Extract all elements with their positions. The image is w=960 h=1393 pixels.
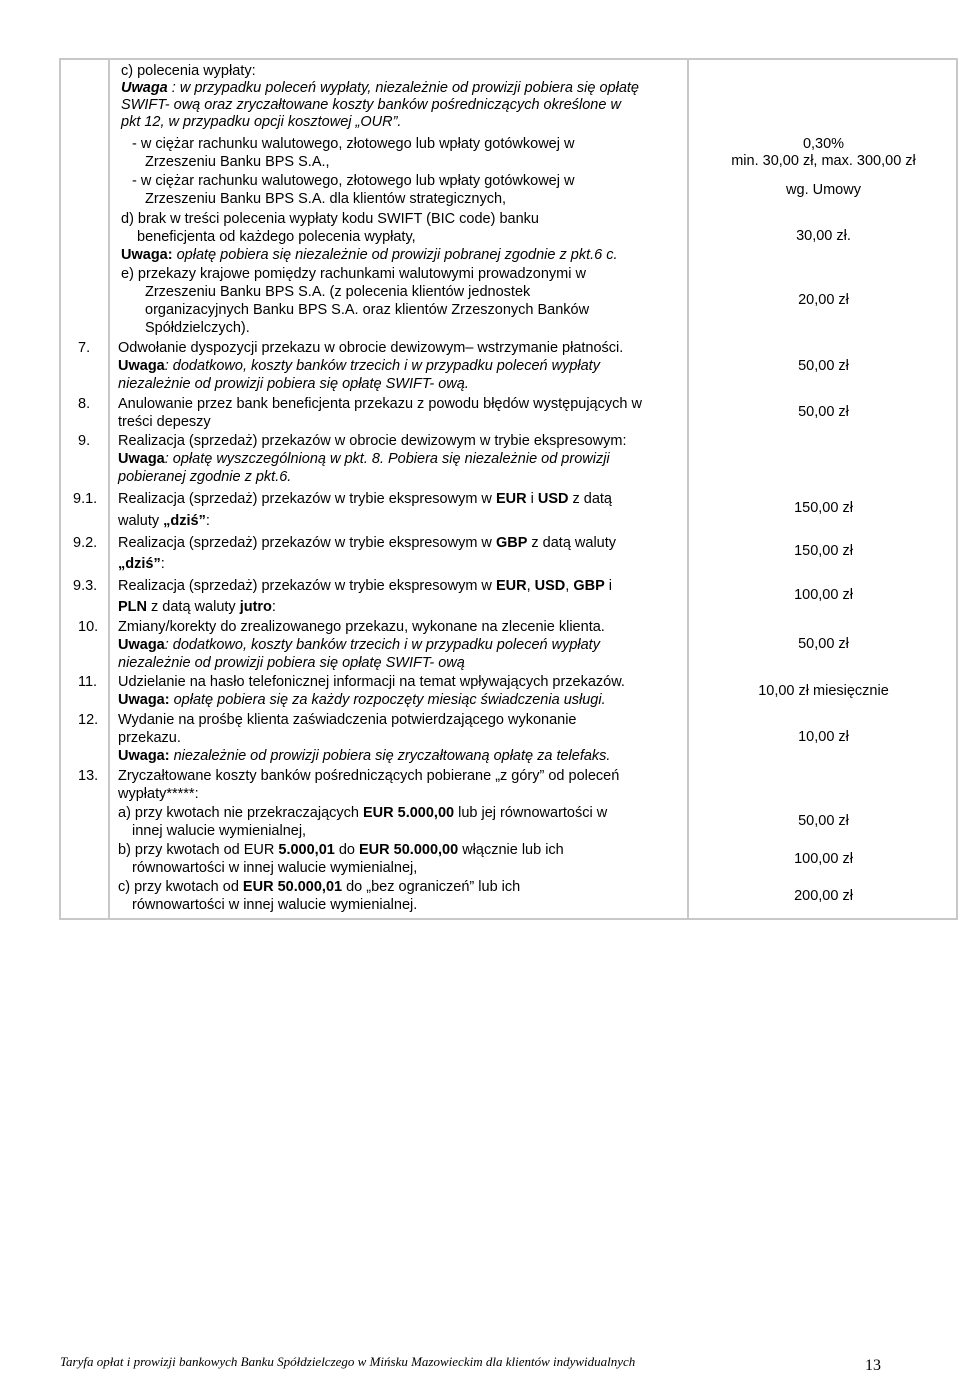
row-c-note-line-1 <box>121 80 639 97</box>
amount: EUR 50.000,01 <box>242 879 343 895</box>
row-8-number: 8. <box>78 396 91 412</box>
row-d-line-2: beneficjenta od każdego polecenia wypłaty, <box>137 229 416 245</box>
note-label: Uwaga: <box>118 748 170 764</box>
amount: EUR 50.000,00 <box>359 842 459 858</box>
row-13-fee-a: 50,00 zł <box>798 813 849 829</box>
note-label: Uwaga <box>118 358 165 374</box>
row-13-line-2: wypłaty*****: <box>118 786 199 802</box>
row-8-line-2: treści depeszy <box>118 414 211 430</box>
text-part: waluty <box>118 513 164 529</box>
text-part: : <box>205 513 210 529</box>
row-c-sub1-line-1: - w ciężar rachunku walutowego, złotowego lub wpłaty gotówkowej w <box>132 136 575 152</box>
row-e-fee: 20,00 zł <box>798 292 849 308</box>
note-label: Uwaga <box>118 637 165 653</box>
text-part: do <box>334 842 360 858</box>
note-text: : w przypadku poleceń wypłaty, niezależnie od prowizji pobiera się opłatę <box>167 80 639 96</box>
currency-eur: EUR <box>495 578 527 594</box>
row-c-fee-1-range: min. 30,00 zł, max. 300,00 zł <box>731 153 916 169</box>
row-10-fee: 50,00 zł <box>798 636 849 652</box>
row-c-title: c) polecenia wypłaty: <box>121 63 256 79</box>
row-c-sub2-line-1: - w ciężar rachunku walutowego, złotowego lub wpłaty gotówkowej w <box>132 173 575 189</box>
text-part: : <box>271 599 276 615</box>
row-9-line-1: Realizacja (sprzedaż) przekazów w obrocie dewizowym w trybie ekspresowym: <box>118 433 627 449</box>
text-part: : <box>160 556 165 572</box>
row-c-sub2-line-2: Zrzeszeniu Banku BPS S.A. dla klientów strategicznych, <box>145 191 507 207</box>
row-10-line-1: Zmiany/korekty do zrealizowanego przekazu, wykonane na zlecenie klienta. <box>118 619 605 635</box>
note-text: opłatę pobiera się niezależnie od prowizji pobranej zgodnie z pkt.6 c. <box>172 247 618 263</box>
row-7-number: 7. <box>78 340 91 356</box>
row-e-line-4: Spółdzielczych). <box>145 320 250 336</box>
currency-gbp: GBP <box>495 535 528 551</box>
row-13-line-1: Zryczałtowane koszty banków pośredniczących pobierane „z góry” od poleceń <box>118 768 620 784</box>
row-9-1-line-2 <box>118 513 210 530</box>
row-c-sub1-line-2: Zrzeszeniu Banku BPS S.A., <box>145 154 330 170</box>
row-c-fee-2: wg. Umowy <box>786 182 861 198</box>
number-column-divider <box>59 58 110 920</box>
row-d-line-1: d) brak w treści polecenia wypłaty kodu SWIFT (BIC code) banku <box>121 211 539 227</box>
page-number: 13 <box>865 1357 881 1374</box>
row-e-line-3: organizacyjnych Banku BPS S.A. oraz klientów Zrzeszonych Banków <box>145 302 590 318</box>
row-9-note <box>118 451 610 468</box>
text-part: i <box>604 578 612 594</box>
row-12-fee: 10,00 zł <box>798 729 849 745</box>
currency-usd: USD <box>537 491 569 507</box>
row-7-note <box>118 358 600 375</box>
row-d-fee: 30,00 zł. <box>796 228 851 244</box>
text-part: lub jej równowartości w <box>454 805 608 821</box>
page-footer: Taryfa opłat i prowizji bankowych Banku Spółdzielczego w Mińsku Mazowieckim dla klientów indywidualnych <box>60 1354 636 1369</box>
row-10-line-3: niezależnie od prowizji pobiera się opłatę SWIFT- ową <box>118 655 465 671</box>
row-11-fee: 10,00 zł miesięcznie <box>758 683 889 699</box>
note-label: Uwaga: <box>121 247 173 263</box>
row-13-fee-b: 100,00 zł <box>794 851 853 867</box>
row-11-note <box>118 692 606 709</box>
row-9-line-3: pobieranej zgodnie z pkt.6. <box>118 469 292 485</box>
row-9-3-fee: 100,00 zł <box>794 587 853 603</box>
amount: 5.000,01 <box>278 842 335 858</box>
text-part: do „bez ograniczeń” lub ich <box>342 879 521 895</box>
text-part: c) przy kwotach od <box>118 879 243 895</box>
value-date: „dziś” <box>118 556 161 572</box>
text-part: z datą waluty <box>147 599 240 615</box>
currency-usd: USD <box>534 578 566 594</box>
row-12-line-2: przekazu. <box>118 730 181 746</box>
row-13-b-line-1 <box>118 842 564 859</box>
text-part: , <box>565 578 574 594</box>
row-10-note <box>118 637 600 654</box>
row-9-3-line-1 <box>118 578 612 595</box>
row-13-a-line-1 <box>118 805 607 822</box>
currency-eur: EUR <box>495 491 527 507</box>
amount: EUR 5.000,00 <box>363 805 455 821</box>
row-10-number: 10. <box>78 619 99 635</box>
row-e-line-2: Zrzeszeniu Banku BPS S.A. (z polecenia klientów jednostek <box>145 284 531 300</box>
row-9-2-fee: 150,00 zł <box>794 543 853 559</box>
row-9-2-line-1 <box>118 535 616 552</box>
row-13-b-line-2: równowartości w innej walucie wymienialnej, <box>132 860 418 876</box>
row-9-1-number: 9.1. <box>73 491 98 507</box>
note-label: Uwaga <box>118 451 165 467</box>
row-9-2-number: 9.2. <box>73 535 98 551</box>
row-12-note <box>118 748 610 765</box>
text-part: i <box>526 491 538 507</box>
currency-gbp: GBP <box>573 578 605 594</box>
value-date: jutro <box>239 599 272 615</box>
row-7-fee: 50,00 zł <box>798 358 849 374</box>
note-text: : dodatkowo, koszty banków trzecich i w przypadku poleceń wypłaty <box>164 358 600 374</box>
row-7-line-3: niezależnie od prowizji pobiera się opłatę SWIFT- ową. <box>118 376 469 392</box>
row-c-note-line-3: pkt 12, w przypadku opcji kosztowej „OUR”. <box>121 114 402 130</box>
note-text: opłatę pobiera się za każdy rozpoczęty miesiąc świadczenia usługi. <box>169 692 606 708</box>
row-11-number: 11. <box>78 674 98 690</box>
row-c-fee-1: 0,30% <box>802 136 845 152</box>
row-12-line-1: Wydanie na prośbę klienta zaświadczenia potwierdzającego wykonanie <box>118 712 577 728</box>
row-8-fee: 50,00 zł <box>798 404 849 420</box>
text-part: Realizacja (sprzedaż) przekazów w trybie ekspresowym w <box>118 491 496 507</box>
text-part: Realizacja (sprzedaż) przekazów w trybie ekspresowym w <box>118 535 496 551</box>
row-d-note <box>121 247 618 264</box>
row-c-note-line-2: SWIFT- ową oraz zryczałtowane koszty banków pośredniczących określone w <box>121 97 621 113</box>
row-12-number: 12. <box>78 712 99 728</box>
row-13-fee-c: 200,00 zł <box>794 888 853 904</box>
row-13-number: 13. <box>78 768 99 784</box>
row-9-1-line-1 <box>118 491 612 508</box>
row-9-3-line-2 <box>118 599 276 616</box>
text-part: b) przy kwotach od EUR <box>118 842 279 858</box>
text-part: z datą waluty <box>527 535 617 551</box>
row-9-number: 9. <box>78 433 91 449</box>
row-9-3-number: 9.3. <box>73 578 98 594</box>
row-7-line-1: Odwołanie dyspozycji przekazu w obrocie dewizowym– wstrzymanie płatności. <box>118 340 624 356</box>
row-e-line-1: e) przekazy krajowe pomiędzy rachunkami walutowymi prowadzonymi w <box>121 266 586 282</box>
note-label: Uwaga: <box>118 692 170 708</box>
note-text: niezależnie od prowizji pobiera się zryczałtowaną opłatę za telefaks. <box>169 748 611 764</box>
row-13-c-line-2: równowartości w innej walucie wymienialnej. <box>132 897 418 913</box>
row-9-1-fee: 150,00 zł <box>794 500 853 516</box>
note-label: Uwaga <box>121 80 168 96</box>
row-11-line-1: Udzielanie na hasło telefonicznej informacji na temat wpływających przekazów. <box>118 674 625 690</box>
text-part: a) przy kwotach nie przekraczających <box>118 805 363 821</box>
row-13-c-line-1 <box>118 879 520 896</box>
currency-pln: PLN <box>118 599 147 615</box>
note-text: : opłatę wyszczególnioną w pkt. 8. Pobiera się niezależnie od prowizji <box>164 451 610 467</box>
value-date: „dziś” <box>163 513 206 529</box>
row-9-2-line-2 <box>118 556 165 573</box>
text-part: włącznie lub ich <box>458 842 564 858</box>
text-part: z datą <box>568 491 612 507</box>
text-part: , <box>526 578 535 594</box>
note-text: : dodatkowo, koszty banków trzecich i w przypadku poleceń wypłaty <box>164 637 600 653</box>
text-part: Realizacja (sprzedaż) przekazów w trybie ekspresowym w <box>118 578 496 594</box>
row-8-line-1: Anulowanie przez bank beneficjenta przekazu z powodu błędów występujących w <box>118 396 642 412</box>
row-13-a-line-2: innej walucie wymienialnej, <box>132 823 307 839</box>
